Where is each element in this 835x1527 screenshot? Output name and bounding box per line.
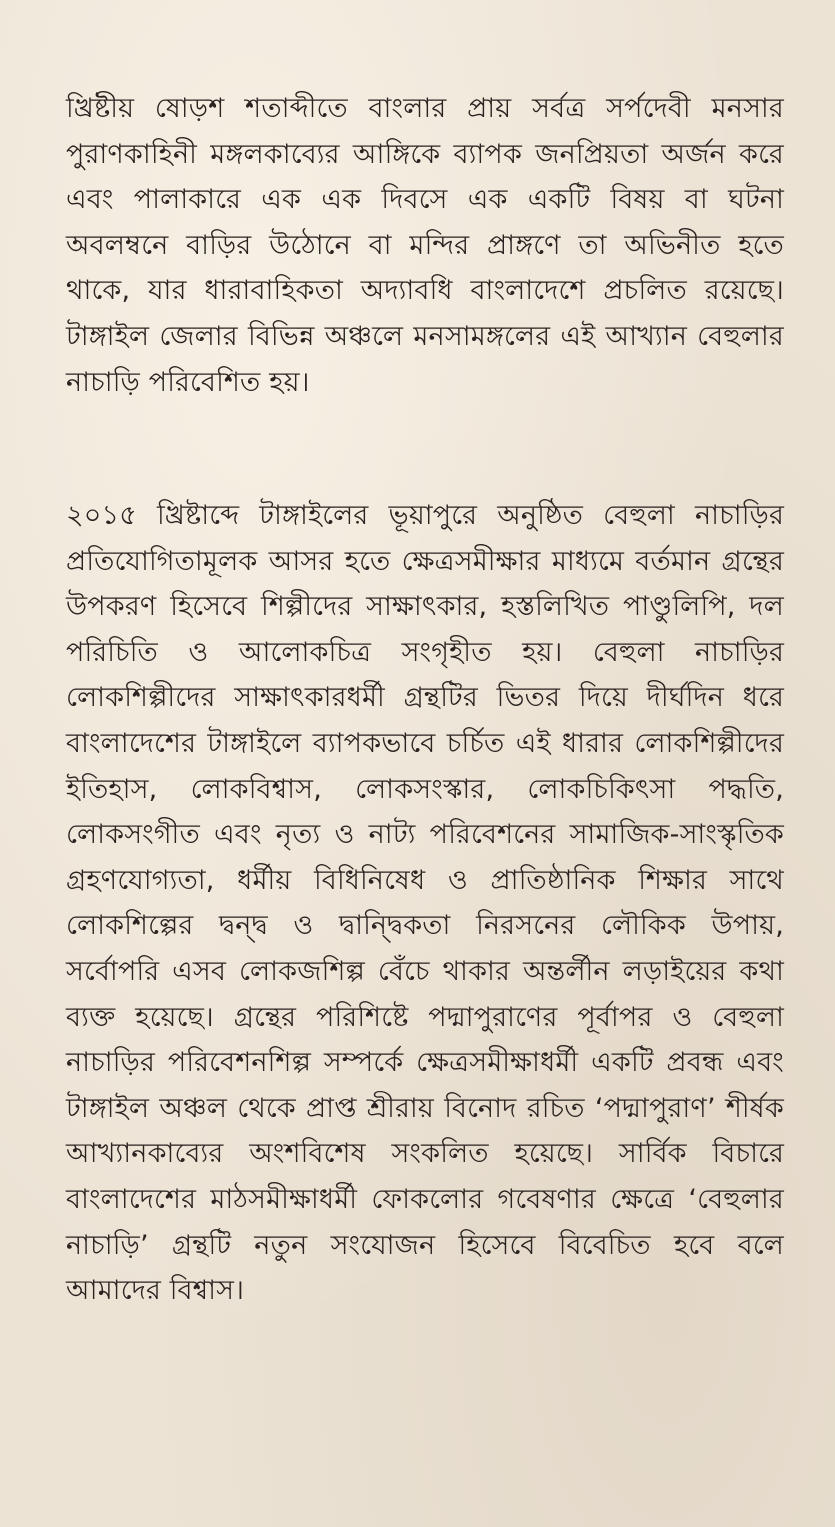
- text-paragraph-1: [66, 86, 784, 405]
- text-paragraph-2: [66, 493, 784, 1314]
- paragraph-text: খ্রিষ্টীয় ষোড়শ শতাব্দীতে বাংলার প্রায় সর্বত্র সর্পদেবী মনসার পুরাণকাহিনী মঙ্গলকাব্যের আঙ্গিকে ব্যাপক জনপ্রিয়তা অর্জন করে এবং পালাকারে এক এক দিবসে এক একটি বিষয় বা ঘটনা অবলম্বনে বাড়ির উঠোনে বা মন্দির প্রাঙ্গণে তা অভিনীত হতে থাকে, যার ধারাবাহিকতা অদ্যাবধি বাংলাদেশে প্রচলিত রয়েছে। টাঙ্গাইল জেলার বিভিন্ন অঞ্চলে মনসামঙ্গলের এই আখ্যান বেহুলার নাচাড়ি পরিবেশিত হয়।: [66, 93, 784, 398]
- paragraph-text: ২০১৫ খ্রিষ্টাব্দে টাঙ্গাইলের ভূয়াপুরে অনুষ্ঠিত বেহুলা নাচাড়ির প্রতিযোগিতামূলক আসর হতে ক্ষেত্রসমীক্ষার মাধ্যমে বর্তমান গ্রন্থের উপকরণ হিসেবে শিল্পীদের সাক্ষাৎকার, হস্তলিখিত পাণ্ডুলিপি, দল পরিচিতি ও আলোকচিত্র সংগৃহীত হয়। বেহুলা নাচাড়ির লোকশিল্পীদের সাক্ষাৎকারধর্মী গ্রন্থটির ভিতর দিয়ে দীর্ঘদিন ধরে বাংলাদেশের টাঙ্গাইলে ব্যাপকভাবে চর্চিত এই ধারার লোকশিল্পীদের ইতিহাস, লোকবিশ্বাস, লোকসংস্কার, লোকচিকিৎসা পদ্ধতি, লোকসংগীত এবং নৃত্য ও নাট্য পরিবেশনের সামাজিক-সাংস্কৃতিক গ্রহণযোগ্যতা, ধর্মীয় বিধিনিষেধ ও প্রাতিষ্ঠানিক শিক্ষার সাথে লোকশিল্পের দ্বন্দ্ব ও দ্বান্দ্বিকতা নিরসনের লৌকিক উপায়, সর্বোপরি এসব লোকজশিল্প বেঁচে থাকার অন্তর্লীন লড়াইয়ের কথা ব্যক্ত হয়েছে। গ্রন্থের পরিশিষ্টে পদ্মাপুরাণের পূর্বাপর ও বেহুলা নাচাড়ির পরিবেশনশিল্প সম্পর্কে ক্ষেত্রসমীক্ষাধর্মী একটি প্রবন্ধ এবং টাঙ্গাইল অঞ্চল থেকে প্রাপ্ত শ্রীরায় বিনোদ রচিত ‘পদ্মাপুরাণ’ শীর্ষক আখ্যানকাব্যের অংশবিশেষ সংকলিত হয়েছে। সার্বিক বিচারে বাংলাদেশের মাঠসমীক্ষাধর্মী ফোকলোর গবেষণার ক্ষেত্রে ‘বেহুলার নাচাড়ি’ গ্রন্থটি নতুন সংযোজন হিসেবে বিবেচিত হবে বলে আমাদের বিশ্বাস।: [66, 500, 784, 1307]
